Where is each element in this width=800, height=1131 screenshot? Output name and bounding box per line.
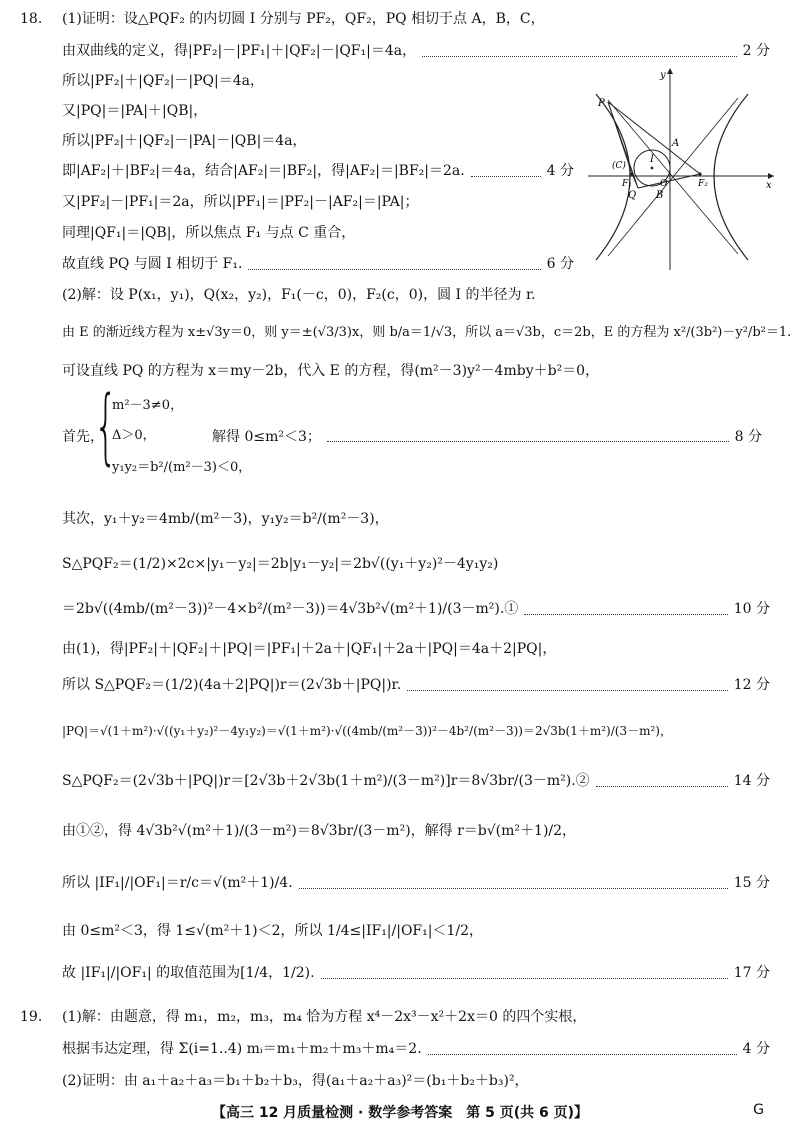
score-mark: 4 分 <box>546 163 574 179</box>
q18-line-1: (1)证明：设△PQF₂ 的内切圆 I 分别与 PF₂，QF₂，PQ 相切于点 A，B，C， <box>62 11 545 27</box>
q18-line-15: ＝2b√((4mb/(m²－3))²－4×b²/(m²－3))＝4√3b²√(m²＋1)/(3－m²).① 10 分 <box>62 601 770 617</box>
q18-line-19: S△PQF₂＝(2√3b＋|PQ|)r＝[2√3b＋2√3b(1＋m²)/(3－m²)]r＝8√3br/(3－m²).② 14 分 <box>62 773 770 789</box>
q18-line-22: 由 0≤m²＜3，得 1≤√(m²＋1)＜2，所以 1/4≤|IF₁|/|OF₁|＜1/2， <box>62 923 484 939</box>
hyperbola-diagram <box>588 64 778 270</box>
q18-line-14: S△PQF₂＝(1/2)×2c×|y₁－y₂|＝2b|y₁－y₂|＝2b√((y₁＋y₂)²－4y₁y₂) <box>62 556 499 572</box>
paper-version-letter: G <box>753 1102 764 1118</box>
label-F1: F₁ <box>622 179 632 189</box>
point-I <box>651 167 654 170</box>
q18-line-7: 又|PF₂|－|PF₁|＝2a，所以|PF₁|＝|PF₂|－|AF₂|＝|PA|； <box>62 194 419 210</box>
point-F1 <box>630 172 633 175</box>
question-19-number: 19. <box>20 1009 43 1025</box>
label-A: A <box>672 138 680 149</box>
brace-condition-2: Δ＞0， <box>112 428 156 443</box>
score-mark: 12 分 <box>733 677 770 693</box>
score-mark: 8 分 <box>734 429 762 445</box>
y-axis-arrow-icon <box>667 68 673 74</box>
q18-line-10: (2)解：设 P(x₁，y₁)，Q(x₂，y₂)，F₁(－c，0)，F₂(c，0)，圆 I 的半径为 r. <box>62 287 536 303</box>
q18-line-5: 所以|PF₂|＋|QF₂|－|PA|－|QB|＝4a， <box>62 133 307 149</box>
q18-line-9: 故直线 PQ 与圆 I 相切于 F₁. 6 分 <box>62 256 574 272</box>
label-x: x <box>766 180 772 191</box>
q18-line-4: 又|PQ|＝|PA|＋|QB|， <box>62 103 208 119</box>
hyperbola-right-branch <box>714 94 748 260</box>
label-B: B <box>656 190 664 201</box>
brace-system <box>62 379 762 478</box>
q18-line-3: 所以|PF₂|＋|QF₂|－|PQ|＝4a， <box>62 73 265 89</box>
q19-line-1: (1)解：由题意，得 m₁，m₂，m₃，m₄ 恰为方程 x⁴－2x³－x²＋2x＝0 的四个实根， <box>62 1009 587 1025</box>
score-mark: 14 分 <box>733 773 770 789</box>
q19-line-3: (2)证明：由 a₁＋a₂＋a₃＝b₁＋b₂＋b₃，得(a₁＋a₂＋a₃)²＝(b₁＋b₂＋b₃)²， <box>62 1073 529 1089</box>
score-mark: 4 分 <box>742 1041 770 1057</box>
brace-label: 首先， <box>62 429 104 445</box>
q18-line-2: 由双曲线的定义，得|PF₂|－|PF₁|＋|QF₂|－|QF₁|＝4a， 2 分 <box>62 43 770 59</box>
label-y: y <box>660 70 666 81</box>
question-18-number: 18. <box>20 11 43 27</box>
label-I: I <box>650 154 654 165</box>
label-C: (C) <box>612 161 626 171</box>
q18-line-11: 由 E 的渐近线方程为 x±√3y＝0，则 y＝±(√3/3)x，则 b/a＝1/√3，所以 a＝√3b，c＝2b，E 的方程为 x²/(3b²)－y²/b²＝1. <box>62 325 792 340</box>
q18-line-18: |PQ|＝√(1＋m²)·√((y₁＋y₂)²－4y₁y₂)＝√(1＋m²)·√((4mb/(m²－3))²－4b²/(m²－3))＝2√3b(1＋m²)/(3－m²)， <box>62 724 672 738</box>
brace-condition-3: y₁y₂＝b²/(m²－3)＜0， <box>112 460 252 475</box>
score-mark: 2 分 <box>742 43 770 59</box>
brace-condition-1: m²－3≠0， <box>112 398 183 413</box>
score-mark: 15 分 <box>733 875 770 891</box>
score-mark: 17 分 <box>733 965 770 981</box>
brace-result: 解得 0≤m²＜3； 8 分 <box>212 426 762 446</box>
label-O: O <box>660 179 668 189</box>
q18-line-12: 可设直线 PQ 的方程为 x＝my－2b，代入 E 的方程，得(m²－3)y²－4mby＋b²＝0， <box>62 363 600 379</box>
point-F2 <box>698 172 701 175</box>
score-mark: 6 分 <box>546 256 574 272</box>
q18-line-6: 即|AF₂|＋|BF₂|＝4a，结合|AF₂|＝|BF₂|，得|AF₂|＝|BF₂|＝2a. 4 分 <box>62 163 574 179</box>
asymptote-2 <box>608 98 738 256</box>
label-F2: F₂ <box>698 179 708 189</box>
label-P: P <box>598 98 605 109</box>
q19-line-2: 根据韦达定理，得 Σ(i=1..4) mᵢ＝m₁＋m₂＋m₃＋m₄＝2. 4 分 <box>62 1041 770 1057</box>
x-axis-arrow-icon <box>768 173 774 179</box>
q18-line-21: 所以 |IF₁|/|OF₁|＝r/c＝√(m²＋1)/4. 15 分 <box>62 875 770 891</box>
q18-line-23: 故 |IF₁|/|OF₁| 的取值范围为[1/4，1/2). 17 分 <box>62 965 770 981</box>
label-Q: Q <box>628 190 637 201</box>
q18-line-17: 所以 S△PQF₂＝(1/2)(4a＋2|PQ|)r＝(2√3b＋|PQ|)r. 12 分 <box>62 677 770 693</box>
page-footer: 【高三 12 月质量检测 · 数学参考答案 第 5 页(共 6 页)】 <box>211 1105 589 1121</box>
q18-line-16: 由(1)，得|PF₂|＋|QF₂|＋|PQ|＝|PF₁|＋2a＋|QF₁|＋2a＋|PQ|＝4a＋2|PQ|， <box>62 641 557 657</box>
q18-line-8: 同理|QF₁|＝|QB|，所以焦点 F₁ 与点 C 重合， <box>62 225 356 241</box>
score-mark: 10 分 <box>733 601 770 617</box>
left-brace-icon: { <box>94 379 118 474</box>
q18-line-20: 由①②，得 4√3b²√(m²＋1)/(3－m²)＝8√3br/(3－m²)，解得 r＝b√(m²＋1)/2， <box>62 823 577 839</box>
hyperbola-figure <box>588 64 778 270</box>
q18-line-13: 其次，y₁＋y₂＝4mb/(m²－3)，y₁y₂＝b²/(m²－3)， <box>62 511 389 527</box>
